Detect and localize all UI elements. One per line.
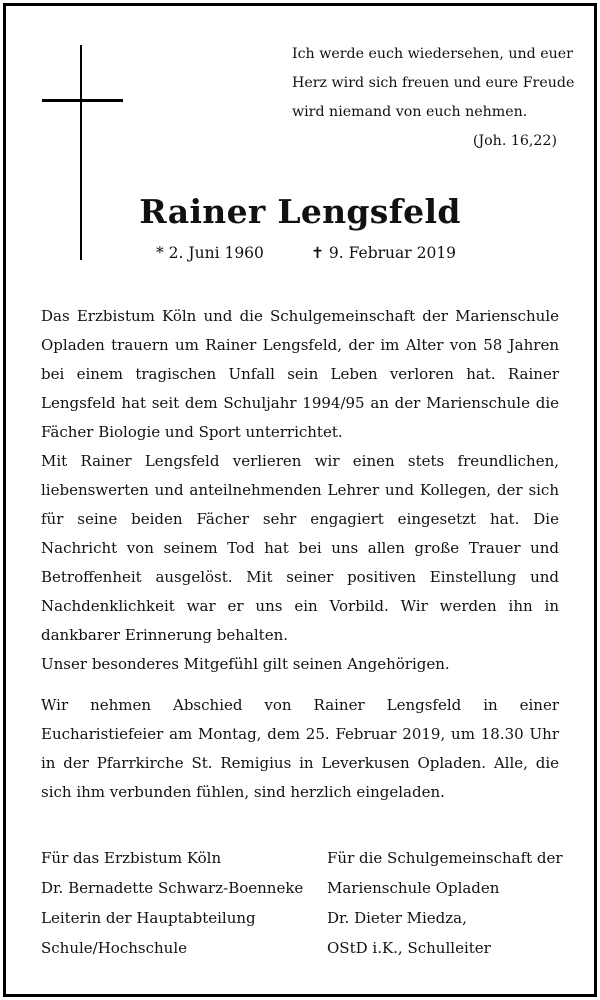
signature-line: Dr. Bernadette Schwarz-Boenneke [41,879,304,897]
death-date: ✝ 9. Februar 2019 [311,244,457,262]
bible-quote [292,40,575,156]
signature-block-archdiocese [41,843,303,963]
deceased-name: Rainer Lengsfeld [139,192,461,231]
signature-line: Schule/Hochschule [41,939,187,957]
quote-line: Ich werde euch wiedersehen, und euer [292,46,573,62]
signature-line: Für das Erzbistum Köln [41,849,222,867]
signature-line: Marienschule Opladen [327,879,500,897]
signature-line: Leiterin der Hauptabteilung [41,909,256,927]
signature-line: Für die Schulgemeinschaft der [327,849,563,867]
quote-line: Herz wird sich freuen und eure Freude [292,75,575,91]
quote-line: wird niemand von euch nehmen. [292,104,528,120]
signature-line: OStD i.K., Schulleiter [327,939,491,957]
body-paragraph: Mit Rainer Lengsfeld verlieren wir einen stets freundlichen, liebenswerten und anteilnehmenden Lehrer und Kollegen, der sich für seine beiden Fächer sehr engagiert eingesetzt hat. Die Nachricht von seinem Tod hat bei uns allen große Trauer und Betroffenheit ausgelöst. Mit seiner positiven Einstellung und Nachdenklichkeit war er uns ein Vorbild. Wir werden ihn in dankbarer Erinnerung behalten. [41,452,559,644]
notice-body [41,302,559,807]
signature-line: Dr. Dieter Miedza, [327,909,467,927]
quote-reference: (Joh. 16,22) [472,133,557,149]
funeral-info-paragraph: Wir nehmen Abschied von Rainer Lengsfeld in einer Eucharistiefeier am Montag, dem 25. Februar 2019, um 18.30 Uhr in der Pfarrkirche St. Remigius in Leverkusen Opladen. Alle, die sich ihm verbunden fühlen, sind herzlich eingeladen. [41,696,559,801]
body-paragraph: Das Erzbistum Köln und die Schulgemeinschaft der Marienschule Opladen trauern um Rainer Lengsfeld, der im Alter von 58 Jahren bei einem tragischen Unfall sein Leben verloren hat. Rainer Lengsfeld hat seit dem Schuljahr 1994/95 an der Marienschule die Fächer Biologie und Sport unterrichtet. [41,307,559,441]
signature-block-school [327,843,563,963]
birth-date: * 2. Juni 1960 [156,244,264,262]
cross-horizontal-bar [42,99,123,102]
body-paragraph: Unser besonderes Mitgefühl gilt seinen Angehörigen. [41,655,450,673]
